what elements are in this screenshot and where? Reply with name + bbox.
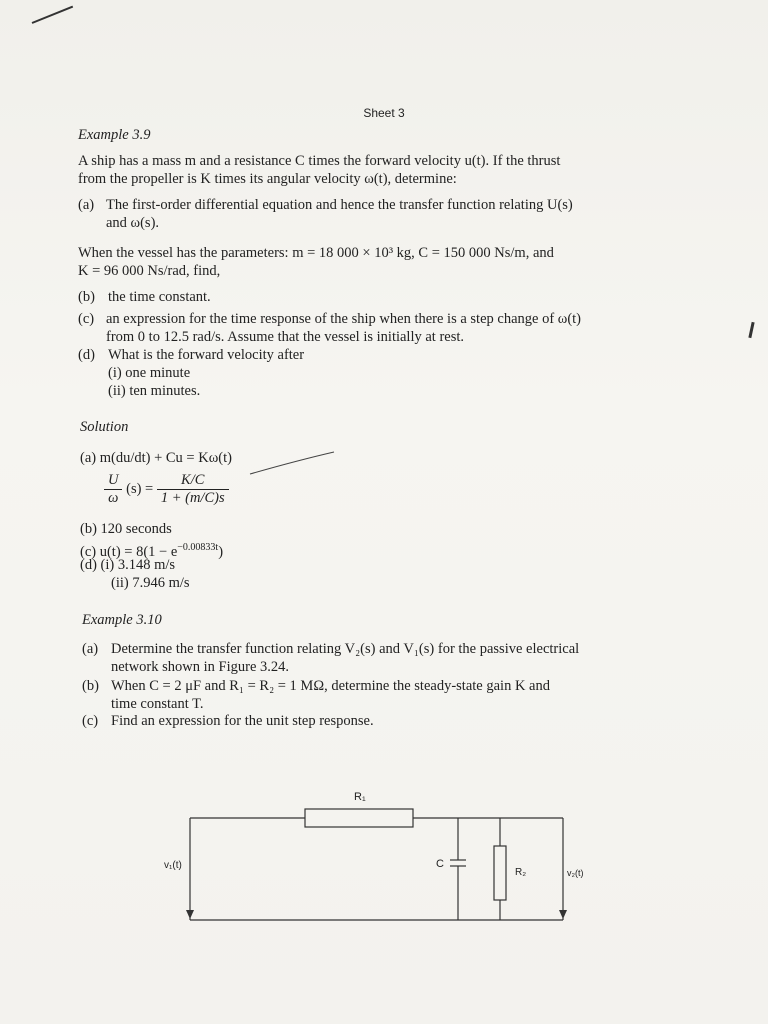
example-3-10-a-line1: Determine the transfer function relating V₂(s) and V₁(s) for the passive electrical: [111, 641, 580, 657]
example-3-10-c-label: (c): [82, 713, 99, 729]
margin-mark: [748, 322, 754, 338]
example-3-9-a-label: (a): [78, 197, 95, 213]
transfer-function: [104, 472, 229, 507]
example-3-9-d-i: (i) one minute: [108, 365, 191, 381]
solution-a: (a) m(du/dt) + Cu = Kω(t): [80, 450, 232, 466]
example-3-10-a-label: (a): [82, 641, 99, 657]
solution-title: Solution: [80, 419, 129, 435]
example-3-10-a-line2: network shown in Figure 3.24.: [111, 659, 290, 675]
v2-arrow-icon: [559, 910, 567, 919]
resistor-r2: [494, 846, 506, 900]
resistor-r1: [305, 809, 413, 827]
tf-lhs-numerator: U: [104, 472, 122, 490]
label-r2: R₂: [515, 867, 527, 878]
tf-lhs-fraction: [104, 472, 122, 507]
example-3-9-c-line1: an expression for the time response of the ship when there is a step change of ω(t): [106, 311, 582, 327]
tf-rhs-fraction: [157, 472, 229, 507]
example-3-10-b-line2: time constant T.: [111, 696, 204, 712]
example-3-10-c-text: Find an expression for the unit step response.: [111, 713, 374, 729]
tf-rhs-denominator: 1 + (m/C)s: [160, 490, 225, 506]
label-v2: v₂(t): [567, 868, 584, 878]
label-v1: v₁(t): [164, 860, 182, 871]
example-3-10-b-label: (b): [82, 678, 99, 694]
pen-mark: [32, 6, 74, 24]
solution-c-exponent: −0.00833t: [177, 542, 219, 553]
tf-lhs-tail: (s) =: [126, 480, 154, 497]
label-r1: R₁: [354, 791, 366, 803]
solution-d-ii: (ii) 7.946 m/s: [111, 575, 190, 591]
label-c: C: [436, 858, 444, 870]
example-3-9-d-label: (d): [78, 347, 95, 363]
v1-arrow-icon: [186, 910, 194, 919]
tf-lhs-denominator: ω: [108, 490, 119, 506]
example-3-9-a-line2: and ω(s).: [106, 215, 160, 231]
example-3-10-b-line1: When C = 2 μF and R₁ = R₂ = 1 MΩ, determine the steady-state gain K and: [111, 678, 550, 694]
example-3-9-a-line1: The first-order differential equation and hence the transfer function relating U(s): [106, 197, 573, 213]
example-3-9-intro-line1: A ship has a mass m and a resistance C times the forward velocity u(t). If the thrust: [78, 153, 561, 169]
solution-c-suffix: ): [218, 543, 224, 560]
solution-c-prefix: (c) u(t) = 8(1 − e: [80, 543, 178, 560]
example-3-9-b-text: the time constant.: [108, 289, 211, 305]
example-3-9-params-line2: K = 96 000 Ns/rad, find,: [78, 263, 221, 279]
handwritten-stroke: [248, 450, 338, 480]
solution-b: (b) 120 seconds: [80, 521, 172, 537]
solution-d-i: (d) (i) 3.148 m/s: [80, 557, 176, 573]
example-3-9-b-label: (b): [78, 289, 95, 305]
example-3-10-title: Example 3.10: [82, 612, 162, 628]
tf-rhs-numerator: K/C: [157, 472, 229, 490]
example-3-9-intro-line2: from the propeller is K times its angular velocity ω(t), determine:: [78, 171, 457, 187]
example-3-9-c-label: (c): [78, 311, 95, 327]
example-3-9-c-line2: from 0 to 12.5 rad/s. Assume that the vessel is initially at rest.: [106, 329, 465, 345]
sheet-header: Sheet 3: [363, 106, 405, 120]
example-3-9-d-text: What is the forward velocity after: [108, 347, 305, 363]
example-3-9-title: Example 3.9: [78, 127, 151, 143]
example-3-9-d-ii: (ii) ten minutes.: [108, 383, 201, 399]
rc-circuit-diagram: [0, 780, 768, 940]
example-3-9-params-line1: When the vessel has the parameters: m = 18 000 × 10³ kg, C = 150 000 Ns/m, and: [78, 245, 554, 261]
